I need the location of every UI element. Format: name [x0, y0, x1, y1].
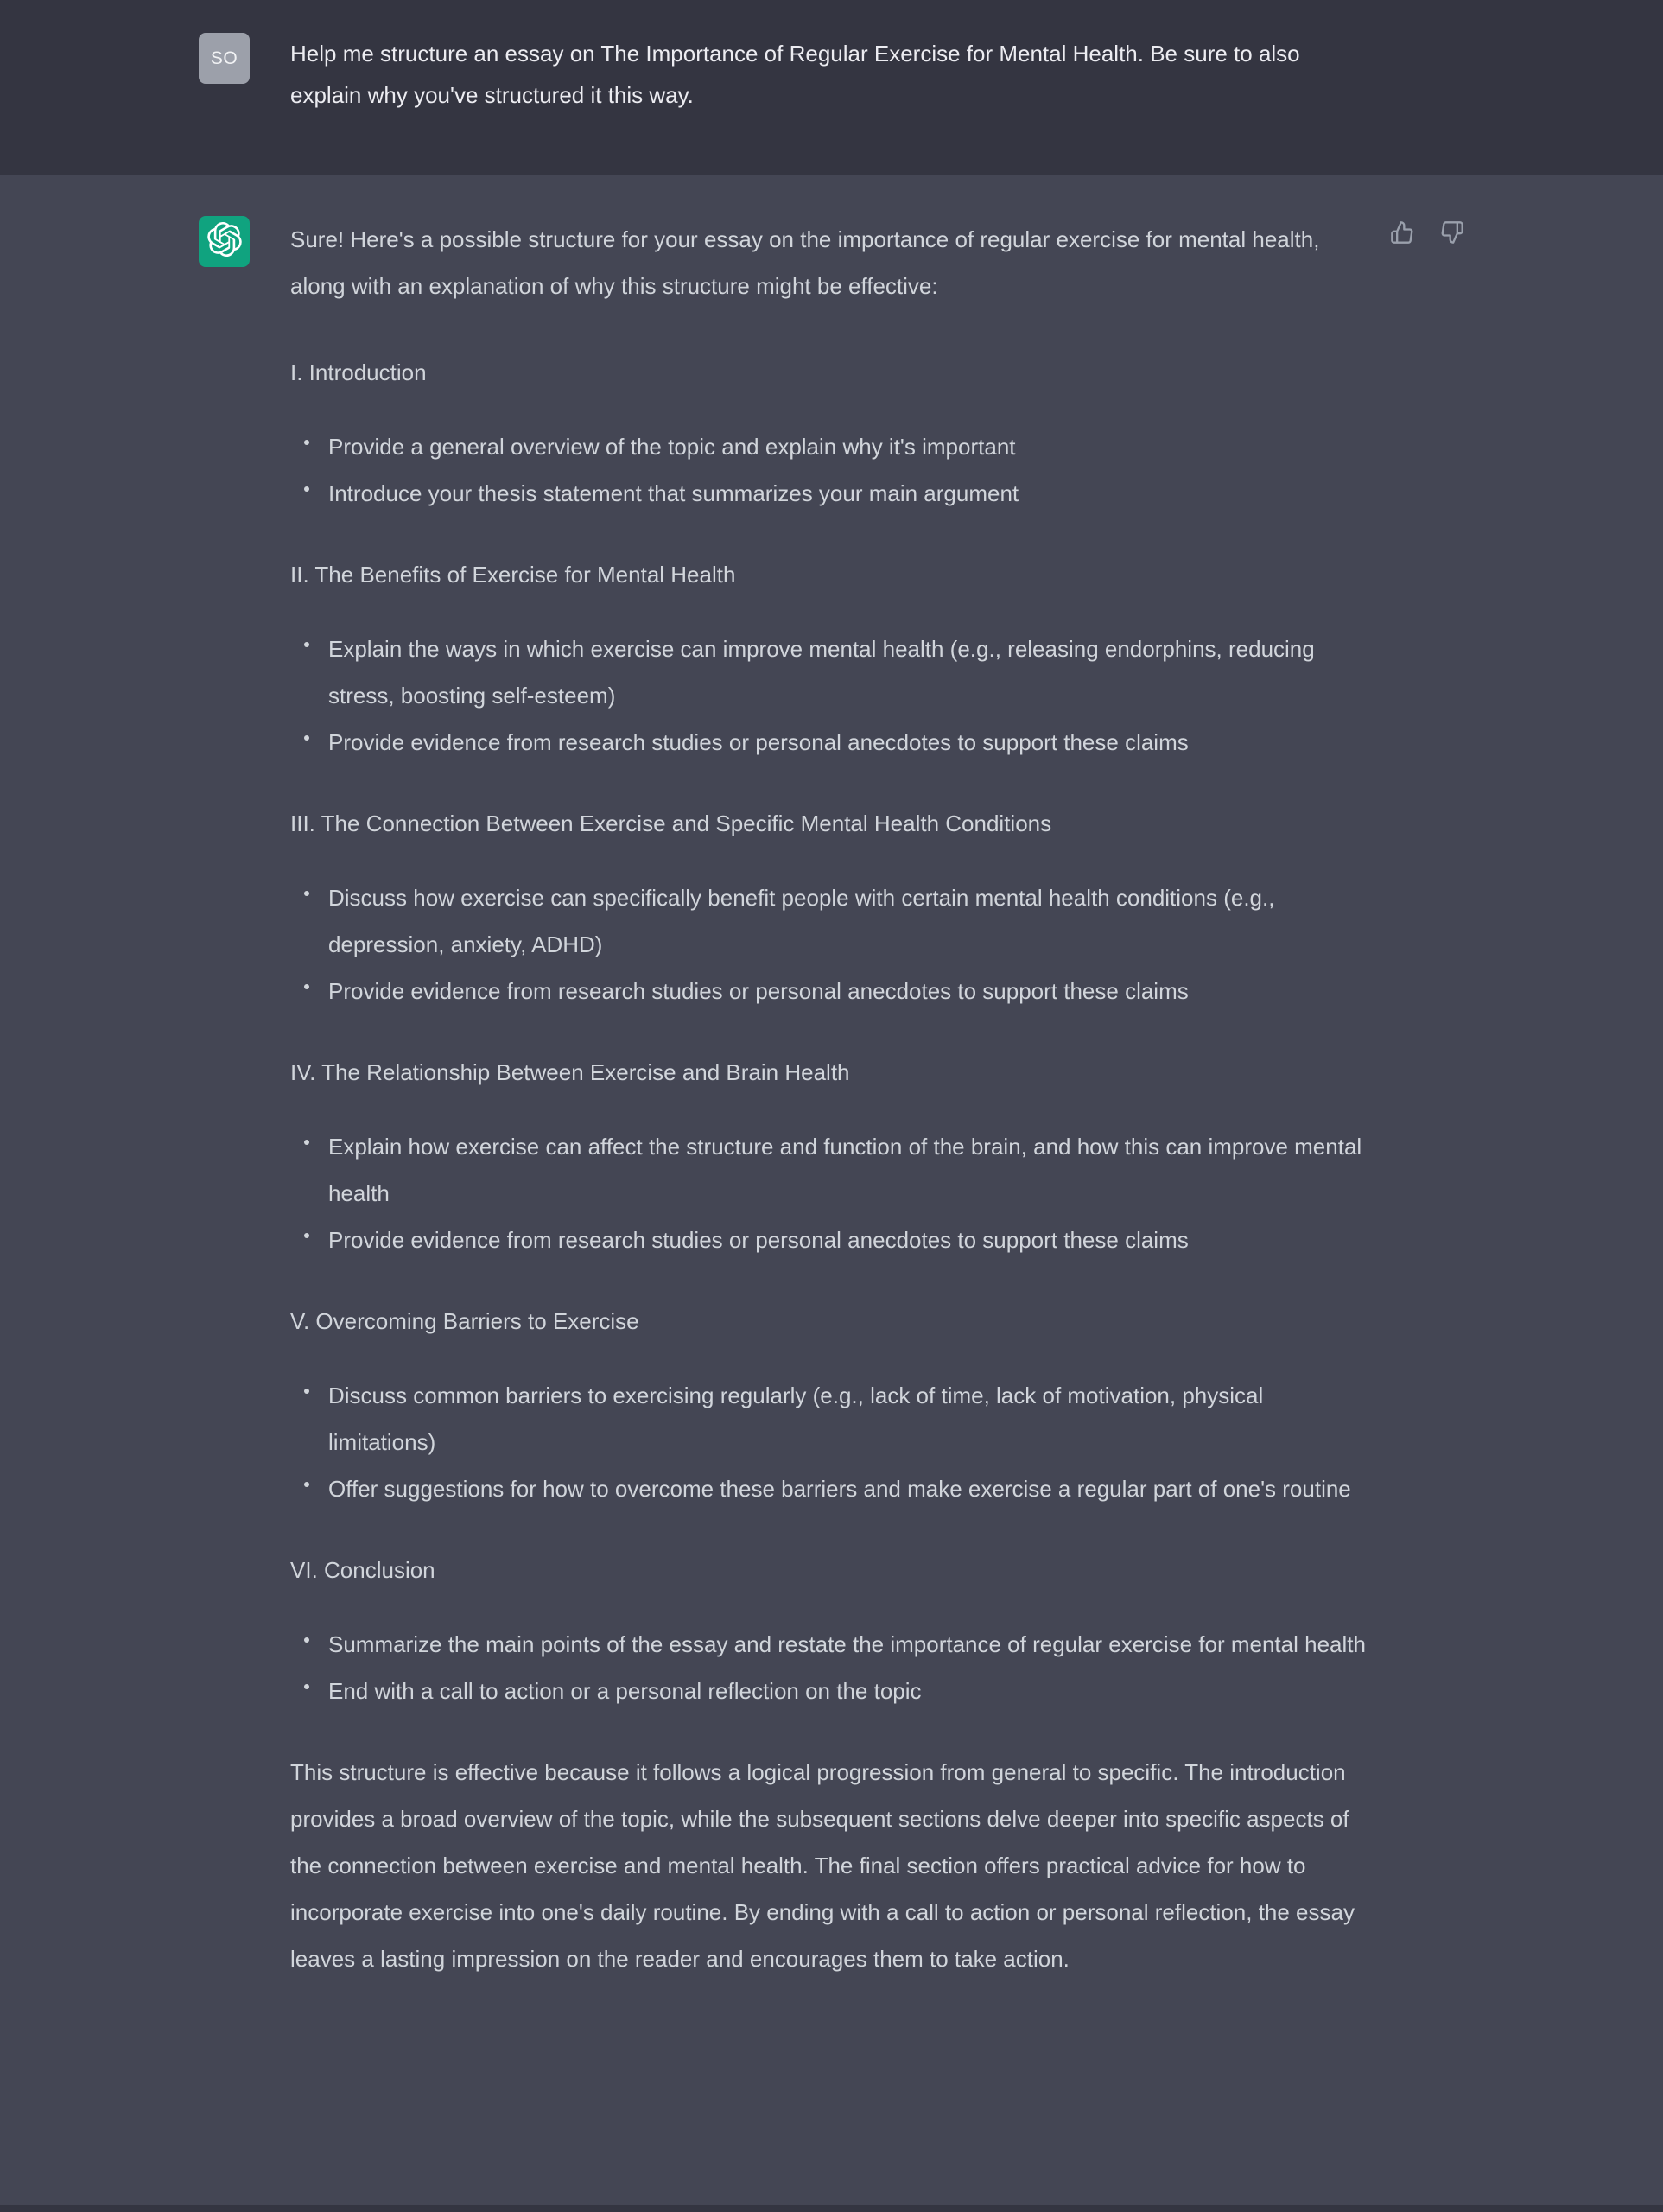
outline-bullet: Discuss how exercise can specifically benefit people with certain mental health conditions (e.g., depression, anxiety, ADHD)	[290, 874, 1374, 968]
outline-section	[290, 1298, 1374, 1512]
assistant-outro-paragraph: This structure is effective because it follows a logical progression from general to specific. The introduction provides a broad overview of the topic, while the subsequent sections delve deeper into specific aspects of the connection between exercise and mental health. The final section offers practical advice for how to incorporate exercise into one's daily routine. By ending with a call to action or personal reflection, the essay leaves a lasting impression on the reader and encourages them to take action.	[290, 1759, 1355, 1972]
outline-bullet-list	[290, 626, 1374, 766]
outline-bullet: Provide evidence from research studies or personal anecdotes to support these claims	[290, 1217, 1374, 1263]
outline-bullet: Explain the ways in which exercise can improve mental health (e.g., releasing endorphins, reducing stress, boosting self-esteem)	[290, 626, 1374, 719]
outline-section	[290, 349, 1374, 517]
outline-bullet: Explain how exercise can affect the structure and function of the brain, and how this can improve mental health	[290, 1123, 1374, 1217]
outline-bullet-list	[290, 874, 1374, 1014]
assistant-message	[0, 175, 1663, 2205]
outline-section-heading: II. The Benefits of Exercise for Mental Health	[290, 562, 736, 588]
thumbs-down-button[interactable]	[1440, 220, 1464, 245]
assistant-intro-paragraph: Sure! Here's a possible structure for your essay on the importance of regular exercise for mental health, along with an explanation of why this structure might be effective:	[290, 226, 1320, 299]
outline-bullet: Discuss common barriers to exercising regularly (e.g., lack of time, lack of motivation, physical limitations)	[290, 1372, 1374, 1465]
outline-bullet: Provide evidence from research studies or personal anecdotes to support these claims	[290, 719, 1374, 766]
user-avatar-initials: SO	[210, 48, 238, 68]
chatgpt-logo-icon	[207, 222, 242, 261]
outline-bullet-list	[290, 1372, 1374, 1512]
outline-section-heading: IV. The Relationship Between Exercise and Brain Health	[290, 1059, 850, 1085]
assistant-avatar	[199, 216, 250, 267]
outline-bullet: Summarize the main points of the essay and restate the importance of regular exercise for mental health	[290, 1621, 1374, 1668]
outline-bullet: End with a call to action or a personal reflection on the topic	[290, 1668, 1374, 1714]
outline-section-heading: III. The Connection Between Exercise and Specific Mental Health Conditions	[290, 810, 1052, 836]
user-message-text: Help me structure an essay on The Importance of Regular Exercise for Mental Health. Be sure to also explain why you've structured it this way.	[290, 41, 1300, 108]
outline-bullet-list	[290, 423, 1374, 517]
user-avatar	[199, 33, 250, 84]
outline-section-heading: V. Overcoming Barriers to Exercise	[290, 1308, 639, 1334]
user-message	[0, 0, 1663, 175]
outline-bullet: Introduce your thesis statement that summarizes your main argument	[290, 470, 1374, 517]
outline-section	[290, 551, 1374, 766]
essay-outline	[290, 349, 1374, 1714]
outline-bullet: Provide a general overview of the topic and explain why it's important	[290, 423, 1374, 470]
bottom-divider	[0, 2205, 1663, 2212]
outline-bullet: Provide evidence from research studies or personal anecdotes to support these claims	[290, 968, 1374, 1014]
outline-section-heading: VI. Conclusion	[290, 1557, 435, 1583]
outline-section-heading: I. Introduction	[290, 359, 427, 385]
outline-section	[290, 1547, 1374, 1714]
outline-bullet-list	[290, 1123, 1374, 1263]
outline-bullet-list	[290, 1621, 1374, 1714]
outline-bullet: Offer suggestions for how to overcome these barriers and make exercise a regular part of one's routine	[290, 1465, 1374, 1512]
outline-section	[290, 1049, 1374, 1263]
feedback-controls	[1390, 220, 1464, 245]
thumbs-up-button[interactable]	[1390, 220, 1414, 245]
thumbs-up-icon	[1390, 220, 1414, 245]
outline-section	[290, 800, 1374, 1014]
assistant-message-body	[290, 216, 1374, 1982]
thumbs-down-icon	[1440, 220, 1464, 245]
